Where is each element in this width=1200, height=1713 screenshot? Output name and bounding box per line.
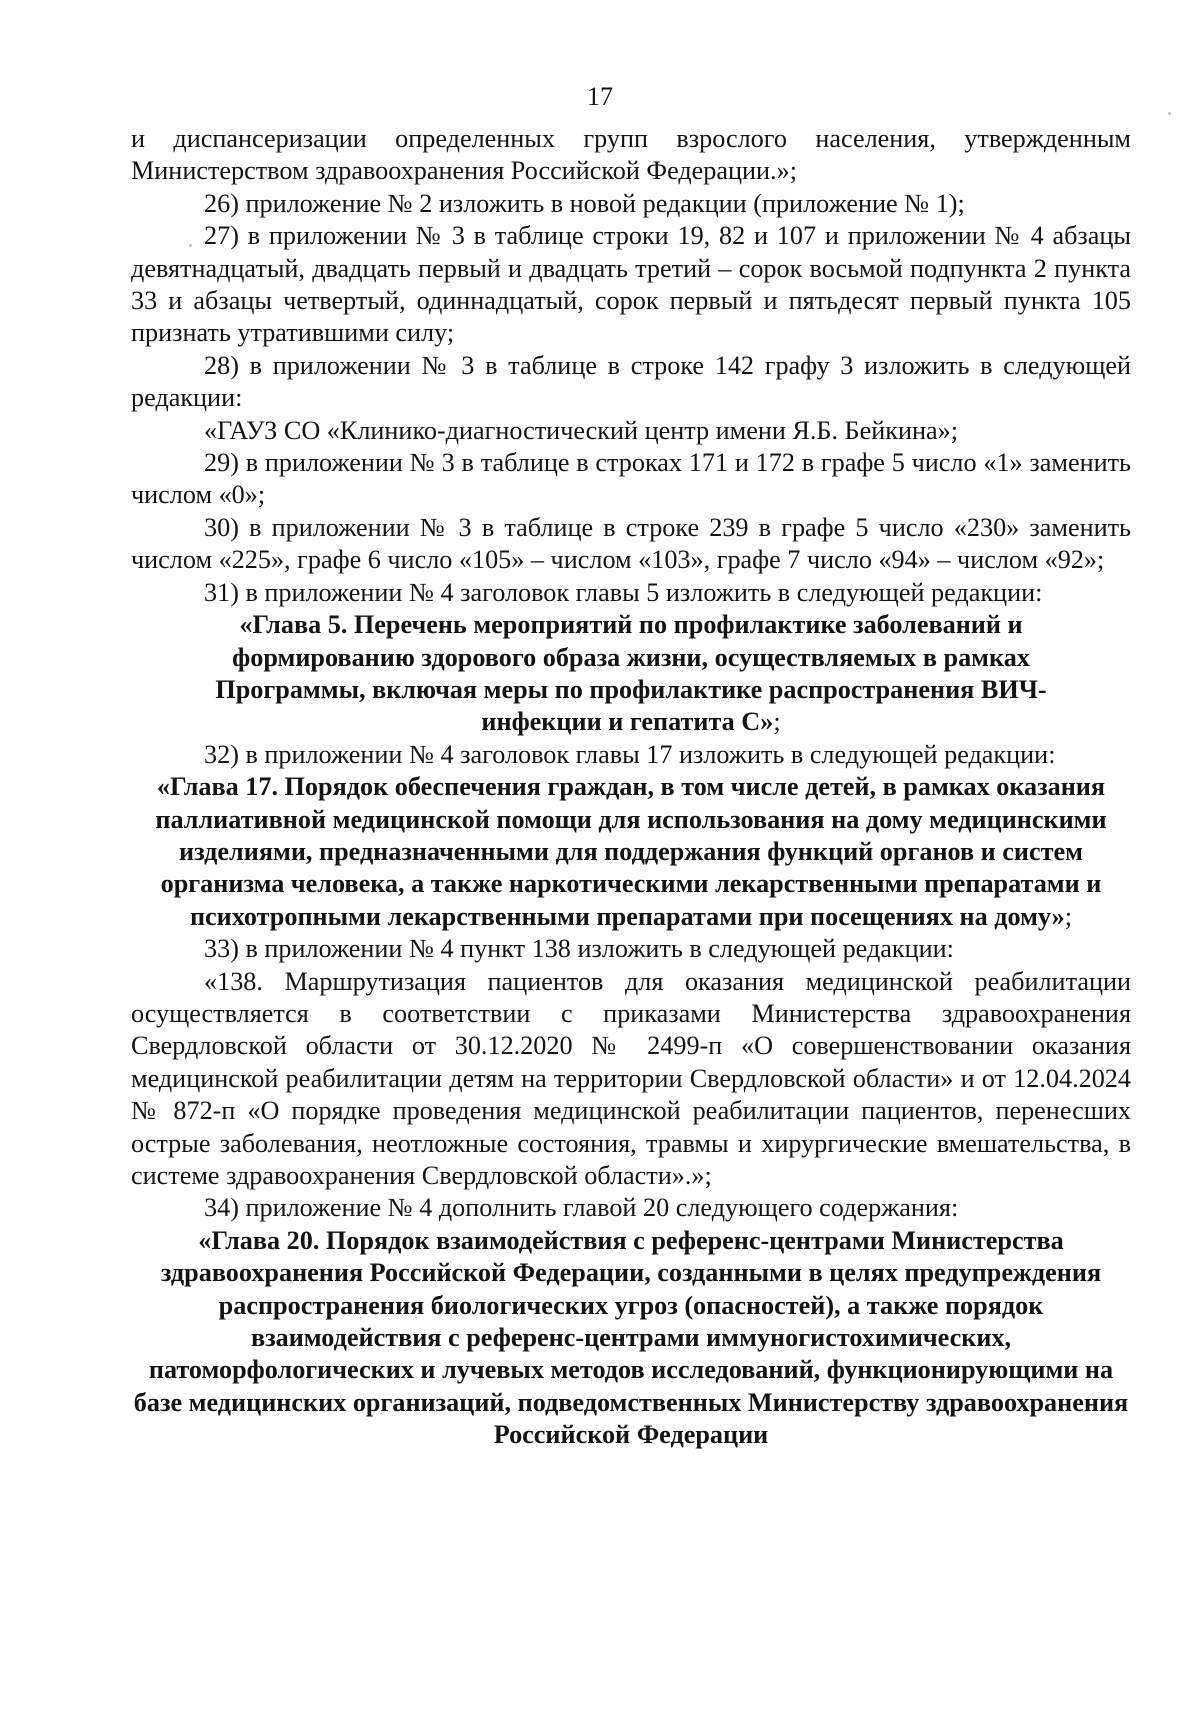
chapter-20-heading <box>127 1225 1135 1452</box>
scan-artifact-dot <box>189 244 192 247</box>
paragraph-item-32: 32) в приложении № 4 заголовок главы 17 изложить в следующей редакции: <box>204 739 1056 769</box>
paragraph-item-28: 28) в приложении № 3 в таблице в строке 142 графу 3 изложить в следующей редакции: <box>131 350 1131 413</box>
chapter-20-heading-text: «Глава 20. Порядок взаимодействия с референс-центрами Министерства здравоохранения Российской Федерации, созданными в целях предупреждения распространения биологических угроз (опасностей), а также порядок взаимодействия с референс-центрами иммуногистохимических, патоморфологических и лучевых методов исследований, функционирующими на базе медицинских организаций, подведомственных Министерству здравоохранения Российской Федерации <box>133 1225 1129 1450</box>
paragraph-item-29: 29) в приложении № 3 в таблице в строках 171 и 172 в графе 5 число «1» заменить числом «0»; <box>131 448 1131 510</box>
paragraph-item-28-quote: «ГАУЗ СО «Клинико-диагностический центр имени Я.Б. Бейкина»; <box>204 415 958 445</box>
chapter-5-heading <box>131 609 1131 739</box>
page-number: 17 <box>587 82 613 111</box>
paragraph-item-33: 33) в приложении № 4 пункт 138 изложить в следующей редакции: <box>204 934 954 964</box>
chapter-5-heading-text: «Глава 5. Перечень мероприятий по профилактике заболеваний и формированию здорового образа жизни, осуществляемых в рамках Программы, включая меры по профилактике распространения ВИЧ-инфекции и гепатита С» <box>215 610 1047 737</box>
chapter-17-heading-text: «Глава 17. Порядок обеспечения граждан, в том числе детей, в рамках оказания паллиативной медицинской помощи для использования на дому медицинскими изделиями, предназначенными для поддержания функций органов и систем организма человека, а также наркотическими лекарственными препаратами и психотропными лекарственными препаратами при посещениях на дому» <box>155 772 1107 931</box>
paragraph-item-26: 26) приложение № 2 изложить в новой редакции (приложение № 1); <box>204 188 965 218</box>
scan-artifact-dot <box>1168 112 1171 115</box>
document-body <box>131 123 1131 1452</box>
chapter-17-heading <box>131 771 1131 933</box>
paragraph-item-31: 31) в приложении № 4 заголовок главы 5 изложить в следующей редакции: <box>204 577 1043 607</box>
paragraph-item-33-quote: «138. Маршрутизация пациентов для оказания медицинской реабилитации осуществляется в соответствии с приказами Министерства здравоохранения Свердловской области от 30.12.2020 № 2499-п «О совершенствовании оказания медицинской реабилитации детям на территории Свердловской области» и от 12.04.2024 № 872-п «О порядке проведения медицинской реабилитации пациентов, перенесших острые заболевания, неотложные состояния, травмы и хирургические вмешательства, в системе здравоохранения Свердловской области».»; <box>131 966 1131 1190</box>
paragraph-item-34: 34) приложение № 4 дополнить главой 20 следующего содержания: <box>204 1193 959 1223</box>
paragraph-continuation: и диспансеризации определенных групп взрослого населения, утвержденным Министерством здравоохранения Российской Федерации.»; <box>131 124 1131 186</box>
chapter-5-heading-tail: ; <box>773 707 781 737</box>
paragraph-item-30: 30) в приложении № 3 в таблице в строке 239 в графе 5 число «230» заменить числом «225», графе 6 число «105» – числом «103», графе 7 число «94» – числом «92»; <box>131 512 1131 575</box>
paragraph-item-27: 27) в приложении № 3 в таблице строки 19, 82 и 107 и приложении № 4 абзацы девятнадцатый, двадцать первый и двадцать третий – сорок восьмой подпункта 2 пункта 33 и абзацы четвертый, одиннадцатый, сорок первый и пятьдесят первый пункта 105 признать утратившими силу; <box>131 221 1131 348</box>
chapter-17-heading-tail: ; <box>1064 901 1073 931</box>
